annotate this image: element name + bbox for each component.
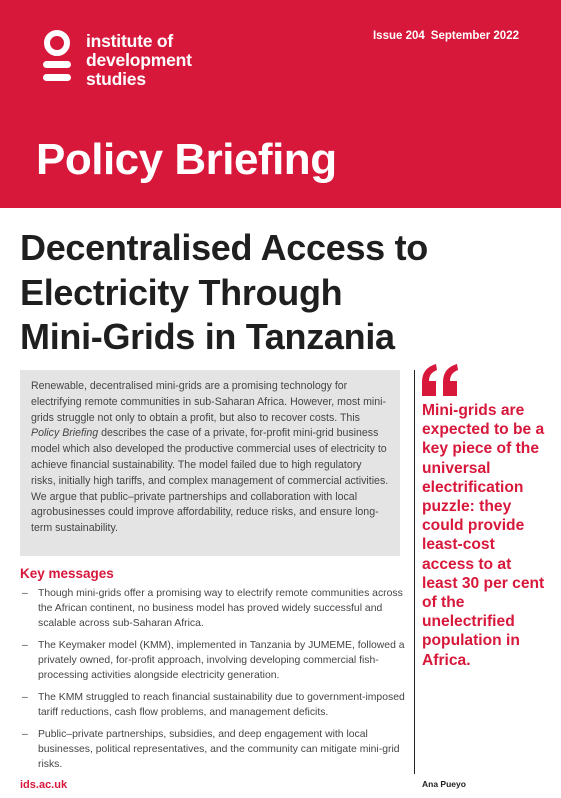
list-item-text: The KMM struggled to reach financial sustainability due to government-imposed tariff reductions, cash flow problems, and management deficits.: [38, 692, 405, 718]
org-name-line-3: studies: [86, 69, 146, 89]
org-name-line-2: development: [86, 50, 192, 70]
summary-box: [20, 370, 400, 556]
column-divider: [414, 370, 415, 774]
list-item: [20, 638, 412, 683]
bullet-dash: –: [22, 588, 28, 599]
list-item: [20, 586, 412, 631]
org-name-line-1: institute of: [86, 31, 174, 51]
list-item-text: The Keymaker model (KMM), implemented in Tanzania by JUMEME, followed a privately owned, for-profit approach, involving developing commercial fish-processing activities alongside electricity generation.: [38, 640, 405, 681]
author-name: Ana Pueyo: [422, 779, 466, 789]
bullet-dash: –: [22, 640, 28, 651]
key-messages-heading: Key messages: [20, 566, 114, 581]
page-title: [20, 226, 540, 360]
list-item-text: Though mini-grids offer a promising way to electrify remote communities across the African continent, no business model has proved widely successful and scalable across sub-Saharan Africa.: [38, 588, 403, 629]
title-line-1: Decentralised Access to: [20, 227, 428, 268]
quote-icon: [420, 362, 462, 398]
list-item-text: Public–private partnerships, subsidies, and deep engagement with local businesses, political representatives, and the community can mitigate mini-grid risks.: [38, 729, 400, 770]
title-line-3: Mini-Grids in Tanzania: [20, 316, 395, 357]
summary-italic: Policy Briefing: [31, 427, 99, 440]
bullet-dash: –: [22, 692, 28, 703]
list-item: [20, 690, 412, 720]
issue-date: September 2022: [430, 30, 519, 42]
key-messages-list: [20, 586, 412, 779]
org-name: [86, 32, 192, 89]
ids-logo-icon: [40, 30, 74, 90]
website-link[interactable]: ids.ac.uk: [20, 779, 68, 791]
issue-number: Issue 204: [372, 30, 425, 42]
summary-text-end: describes the case of a private, for-profit mini-grid business model which also developed the productive commercial uses of electricity to achieve financial sustainability. The model failed due to high regulatory risks, initially high tariffs, and complex management of commercial activities. We argue that public–private partnerships and collaboration with local agrobusinesses could improve affordability, reduce risks, and ensure long-term sustainability.: [31, 427, 389, 535]
issue-info: [373, 30, 519, 42]
list-item: [20, 727, 412, 772]
pull-quote: Mini-grids are expected to be a key piece of the universal electrification puzzle: they could provide least-cost access to at least 30 per cent of the unelectrified population in Africa.: [422, 402, 545, 669]
summary-text-start: Renewable, decentralised mini-grids are a promising technology for electrifying remote communities in sub-Saharan Africa. However, most mini-grids struggle not only to obtain a profit, but also to recover costs. This: [31, 380, 387, 424]
bullet-dash: –: [22, 729, 28, 740]
title-line-2: Electricity Through: [20, 271, 343, 313]
series-title: Policy Briefing: [36, 135, 337, 184]
header-banner: [0, 0, 561, 208]
